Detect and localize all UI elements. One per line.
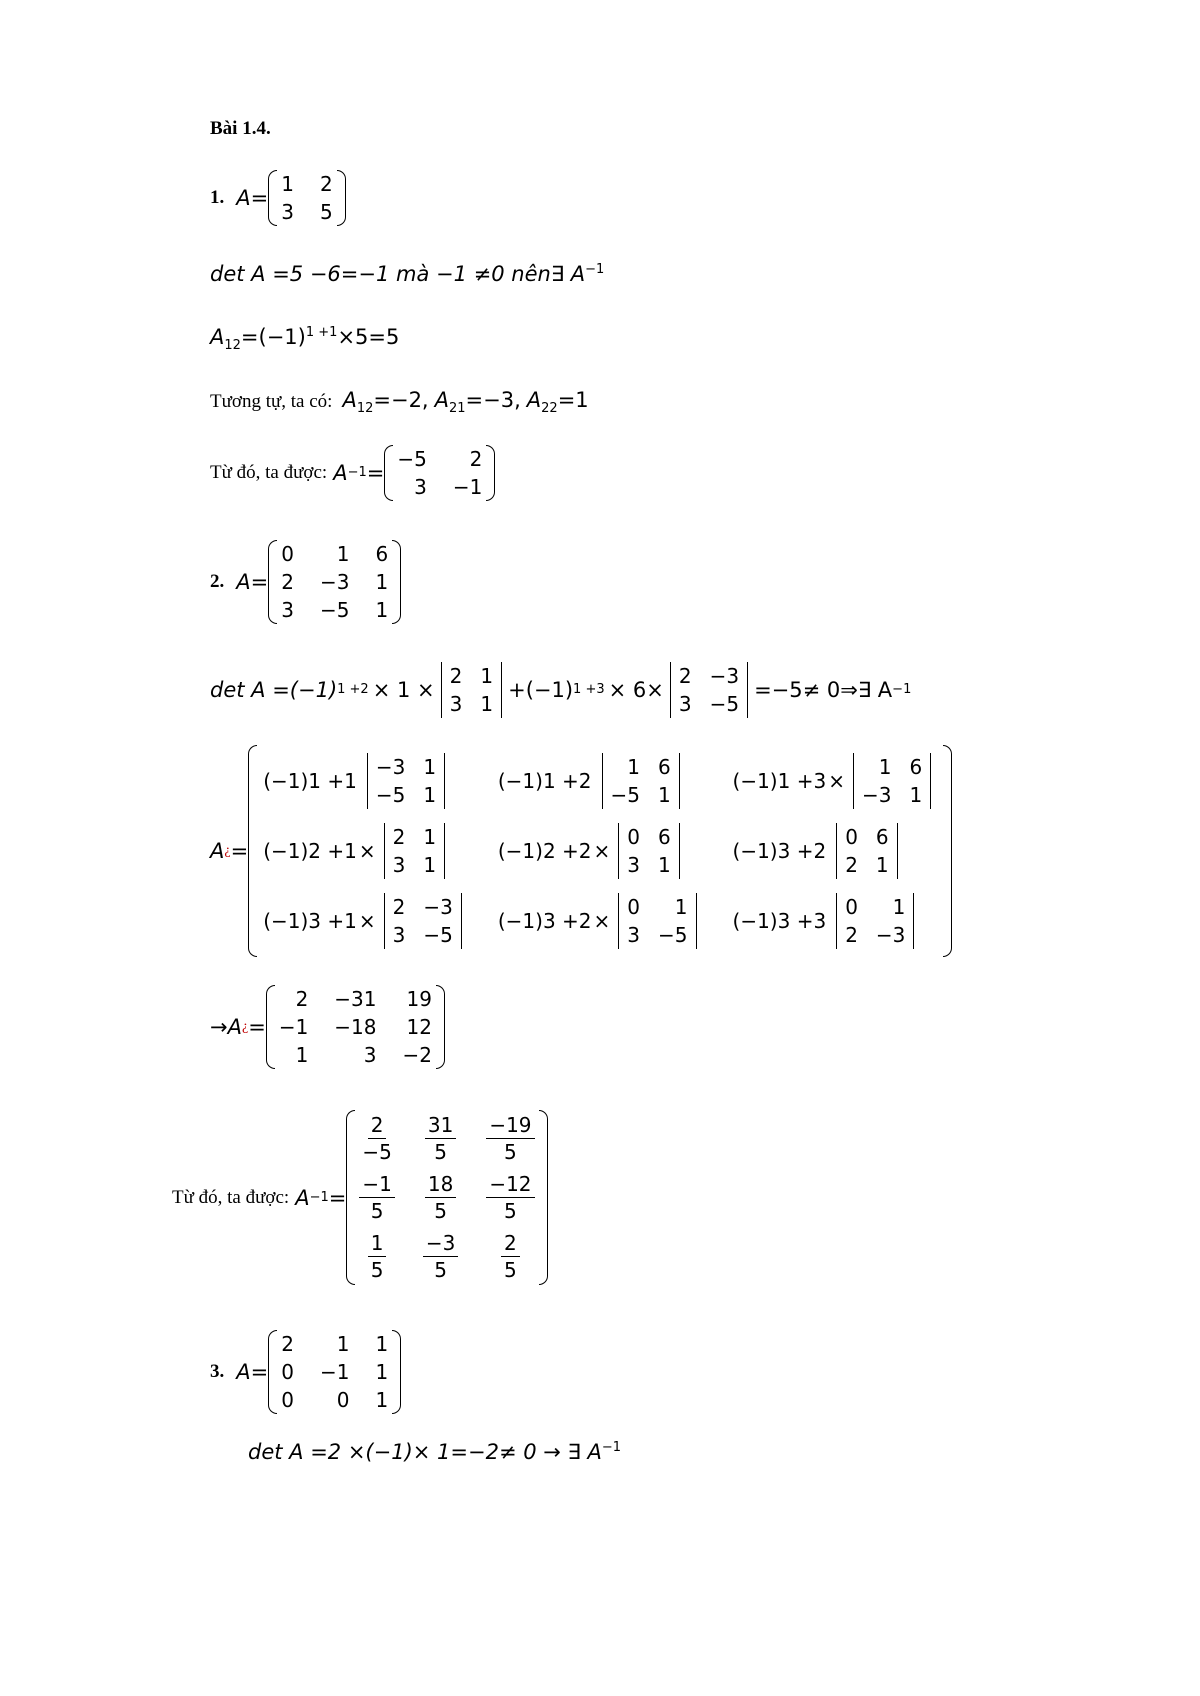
p2-det2-cell-1-0: 3 bbox=[678, 692, 692, 716]
p2-adj-matrix bbox=[266, 985, 445, 1069]
p2-adj-cell-1-2: 12 bbox=[406, 1015, 432, 1039]
p2-det2-cell-1-1: −5 bbox=[709, 692, 740, 716]
p1-det-text: det A =5 −6=−1 mà −1 ≠0 nên∃ A bbox=[210, 262, 586, 286]
p3-matrix-def: 3. A = 2 1 1 0 −1 1 0 0 1 bbox=[210, 1330, 401, 1414]
p2-arrow: → bbox=[210, 1015, 228, 1039]
p1-eq: = bbox=[250, 186, 269, 210]
p2-matrix-cell-2-0: 3 bbox=[281, 598, 294, 622]
p2-det-m2 bbox=[666, 662, 752, 718]
p1-inv-matrix bbox=[384, 445, 495, 501]
p2-matrix-cell-1-0: 2 bbox=[281, 570, 294, 594]
p2-inv-frac-2-0: $\frac{1}{5}$ bbox=[359, 1230, 394, 1283]
p2-adj-cell-0-1: −31 bbox=[334, 987, 377, 1011]
p2-det1-cell-1-0: 3 bbox=[449, 692, 463, 716]
p1-a12-sup: 1 +1 bbox=[305, 325, 338, 340]
p2-det-line: det A =(−1) 1 +2 × 1 × 2 1 3 1 +(−1) 1 +3 × 6× 2 −3 3 −5 =−5≠ 0⇒∃ A −1 bbox=[210, 664, 912, 716]
p2-matrix-cell-0-2: 6 bbox=[375, 542, 389, 566]
p2-cofactor-4: (−1) 2 +2 × 0 6 3 1 bbox=[498, 823, 703, 879]
p3-matrix-cell-0-1: 1 bbox=[336, 1332, 350, 1356]
p2-adjugate-def: A ¿ = (−1) 1 +1 −3 1 −5 1 (−1) 1 +2 1 6 −5 1 (−1) 1 +3 × 1 6 −3 1 (−1) 2 +1 × 2 1 3 1 (−1) 2 +2 × 0 6 3 1 (−1) 3 +2 0 6 2 1 (−1) 3 +1 × 2 −3 3 −5 (−1) 3 +2 × 0 1 3 −5 (−1) 3 +3 0 1 2 −3 bbox=[210, 745, 952, 957]
p2-cofactor-3: (−1) 2 +1 × 2 1 3 1 bbox=[263, 823, 468, 879]
p1-result-text: Từ đó, ta được: bbox=[210, 462, 328, 483]
p1-similar-line bbox=[210, 388, 589, 417]
p2-inv-frac-1-2: $\frac{-12}{5}$ bbox=[486, 1171, 534, 1224]
p2-matrix-def: 2. A = 0 1 6 2 −3 1 3 −5 1 bbox=[210, 540, 401, 624]
p2-cofactor-5: (−1) 3 +2 0 6 2 1 bbox=[733, 823, 938, 879]
p2-inverse-line: Từ đó, ta được: A −1 = $\frac{2}{-5}$ $\frac{31}{5}$ $\frac{-19}{5}$ $\frac{-1}{5}$ $\frac{18}{5}$ $\frac{-12}{5}$ $\frac{1}{5}$ $\frac{-3}{5}$ $\frac{2}{5}$ bbox=[172, 1110, 548, 1285]
p1-a12-sub: 12 bbox=[224, 338, 241, 354]
p2-inv-matrix bbox=[346, 1110, 547, 1285]
p3-matrix-cell-0-2: 1 bbox=[375, 1332, 389, 1356]
p1-similar-term: $A_{21}=-3$, bbox=[434, 388, 521, 417]
p1-inv-cell-1-0: 3 bbox=[414, 475, 427, 499]
p2-adj-cofactor-matrix bbox=[248, 745, 952, 957]
p1-similar-term: $A_{12}=-2$, bbox=[342, 388, 429, 417]
p1-similar-math bbox=[336, 388, 589, 417]
p2-inv-frac-1-1: $\frac{18}{5}$ bbox=[423, 1171, 458, 1224]
p2-adj-cell-1-0: −1 bbox=[278, 1015, 309, 1039]
p2-det1-cell-0-0: 2 bbox=[449, 664, 463, 688]
p2-adj-cell-2-2: −2 bbox=[402, 1043, 432, 1067]
p1-inv-cell-1-1: −1 bbox=[452, 475, 483, 499]
p3-det-sup: −1 bbox=[601, 1440, 622, 1455]
p1-matrix-cell-1-1: 5 bbox=[319, 200, 333, 224]
p2-adj-name: A bbox=[210, 839, 225, 863]
p2-adj-cell-0-2: 19 bbox=[406, 987, 432, 1011]
p2-adj-cell-1-1: −18 bbox=[334, 1015, 377, 1039]
p2-det-mul1: × 1 × bbox=[372, 678, 435, 702]
p2-matrix-cell-2-1: −5 bbox=[319, 598, 350, 622]
p3-matrix-cell-2-1: 0 bbox=[336, 1388, 350, 1412]
p2-det1-cell-0-1: 1 bbox=[480, 664, 494, 688]
p2-det-plus: +(−1) bbox=[508, 678, 574, 702]
p2-label: 2. bbox=[210, 571, 225, 592]
p2-matrix bbox=[268, 540, 401, 624]
p3-det-text: det A =2 ×(−1)× 1=−2≠ 0 → ∃ A bbox=[248, 1440, 602, 1464]
p2-cofactor-6: (−1) 3 +1 × 2 −3 3 −5 bbox=[263, 893, 468, 949]
p1-det-sup: −1 bbox=[585, 262, 605, 277]
p3-matrix-cell-1-2: 1 bbox=[375, 1360, 389, 1384]
p2-inv-frac-0-0: $\frac{2}{-5}$ bbox=[362, 1113, 392, 1164]
p1-A: A bbox=[236, 186, 251, 210]
p2-cofactor-2: (−1) 1 +3 × 1 6 −3 1 bbox=[733, 753, 938, 809]
p2-matrix-cell-0-1: 1 bbox=[336, 542, 350, 566]
p2-adj-result: → A ¿ = 2 −31 19 −1 −18 12 1 3 −2 bbox=[210, 985, 445, 1069]
p3-matrix-cell-1-1: −1 bbox=[319, 1360, 350, 1384]
p1-inv-cell-0-0: −5 bbox=[397, 447, 427, 471]
p2-det2-cell-0-1: −3 bbox=[709, 664, 740, 688]
p1-a12-line bbox=[210, 325, 400, 354]
p2-det1-cell-1-1: 1 bbox=[480, 692, 494, 716]
p1-similar-text: Tương tự, ta có: bbox=[210, 391, 333, 412]
p1-similar-term: $A_{22}=1$ bbox=[526, 388, 589, 417]
p2-det-mul2: × 6× bbox=[608, 678, 664, 702]
p2-adj-cell-2-1: 3 bbox=[363, 1043, 377, 1067]
p2-inv-frac-0-1: $\frac{31}{5}$ bbox=[423, 1112, 458, 1165]
p2-inv-frac-2-2: $\frac{2}{5}$ bbox=[486, 1230, 534, 1283]
p3-label: 3. bbox=[210, 1361, 225, 1382]
p2-cofactor-1: (−1) 1 +2 1 6 −5 1 bbox=[498, 753, 703, 809]
p1-matrix-cell-1-0: 3 bbox=[281, 200, 294, 224]
p1-label: 1. bbox=[210, 187, 225, 208]
p1-result-line: Từ đó, ta được: A −1 = −5 2 3 −1 bbox=[210, 445, 495, 501]
page-title: Bài 1.4. bbox=[210, 118, 271, 139]
p1-matrix bbox=[268, 170, 345, 226]
p2-inv-frac-2-1: $\frac{-3}{5}$ bbox=[423, 1230, 458, 1283]
p2-adj-mark: ¿ bbox=[224, 843, 231, 858]
p1-matrix-cell-0-1: 2 bbox=[319, 172, 333, 196]
p2-matrix-cell-0-0: 0 bbox=[281, 542, 294, 566]
p2-det2-cell-0-0: 2 bbox=[678, 664, 692, 688]
p3-matrix-cell-2-0: 0 bbox=[281, 1388, 294, 1412]
p1-a12-mid: =(−1) bbox=[240, 325, 306, 349]
p1-a12-name: A bbox=[210, 325, 225, 349]
p2-det-tail: =−5≠ 0⇒∃ A bbox=[754, 678, 893, 702]
p2-det-prefix: det A =(−1) bbox=[210, 678, 338, 702]
p1-matrix-def bbox=[210, 170, 346, 226]
p2-adj-cell-0-0: 2 bbox=[295, 987, 309, 1011]
p3-matrix bbox=[268, 1330, 401, 1414]
p1-inv-cell-0-1: 2 bbox=[469, 447, 483, 471]
p3-matrix-cell-2-2: 1 bbox=[375, 1388, 389, 1412]
p2-cofactor-7: (−1) 3 +2 × 0 1 3 −5 bbox=[498, 893, 703, 949]
p3-matrix-cell-1-0: 0 bbox=[281, 1360, 294, 1384]
p1-matrix-cell-0-0: 1 bbox=[281, 172, 294, 196]
p3-matrix-cell-0-0: 2 bbox=[281, 1332, 294, 1356]
p2-inv-frac-1-0: $\frac{-1}{5}$ bbox=[359, 1171, 394, 1224]
p2-adj-cell-2-0: 1 bbox=[295, 1043, 309, 1067]
p2-result-text: Từ đó, ta được: bbox=[172, 1186, 290, 1208]
p2-det-m1 bbox=[437, 662, 506, 718]
p1-det-line bbox=[210, 262, 604, 286]
p2-matrix-cell-1-1: −3 bbox=[319, 570, 350, 594]
p2-matrix-cell-2-2: 1 bbox=[375, 598, 389, 622]
p2-matrix-cell-1-2: 1 bbox=[375, 570, 389, 594]
p1-a12-rhs: ×5=5 bbox=[337, 325, 400, 349]
p2-cofactor-8: (−1) 3 +3 0 1 2 −3 bbox=[733, 893, 938, 949]
p2-inv-frac-0-2: $\frac{-19}{5}$ bbox=[486, 1112, 534, 1165]
p1-inv-name: A bbox=[333, 461, 348, 485]
p3-det-line bbox=[248, 1440, 621, 1464]
p2-cofactor-0: (−1) 1 +1 −3 1 −5 1 bbox=[263, 753, 468, 809]
